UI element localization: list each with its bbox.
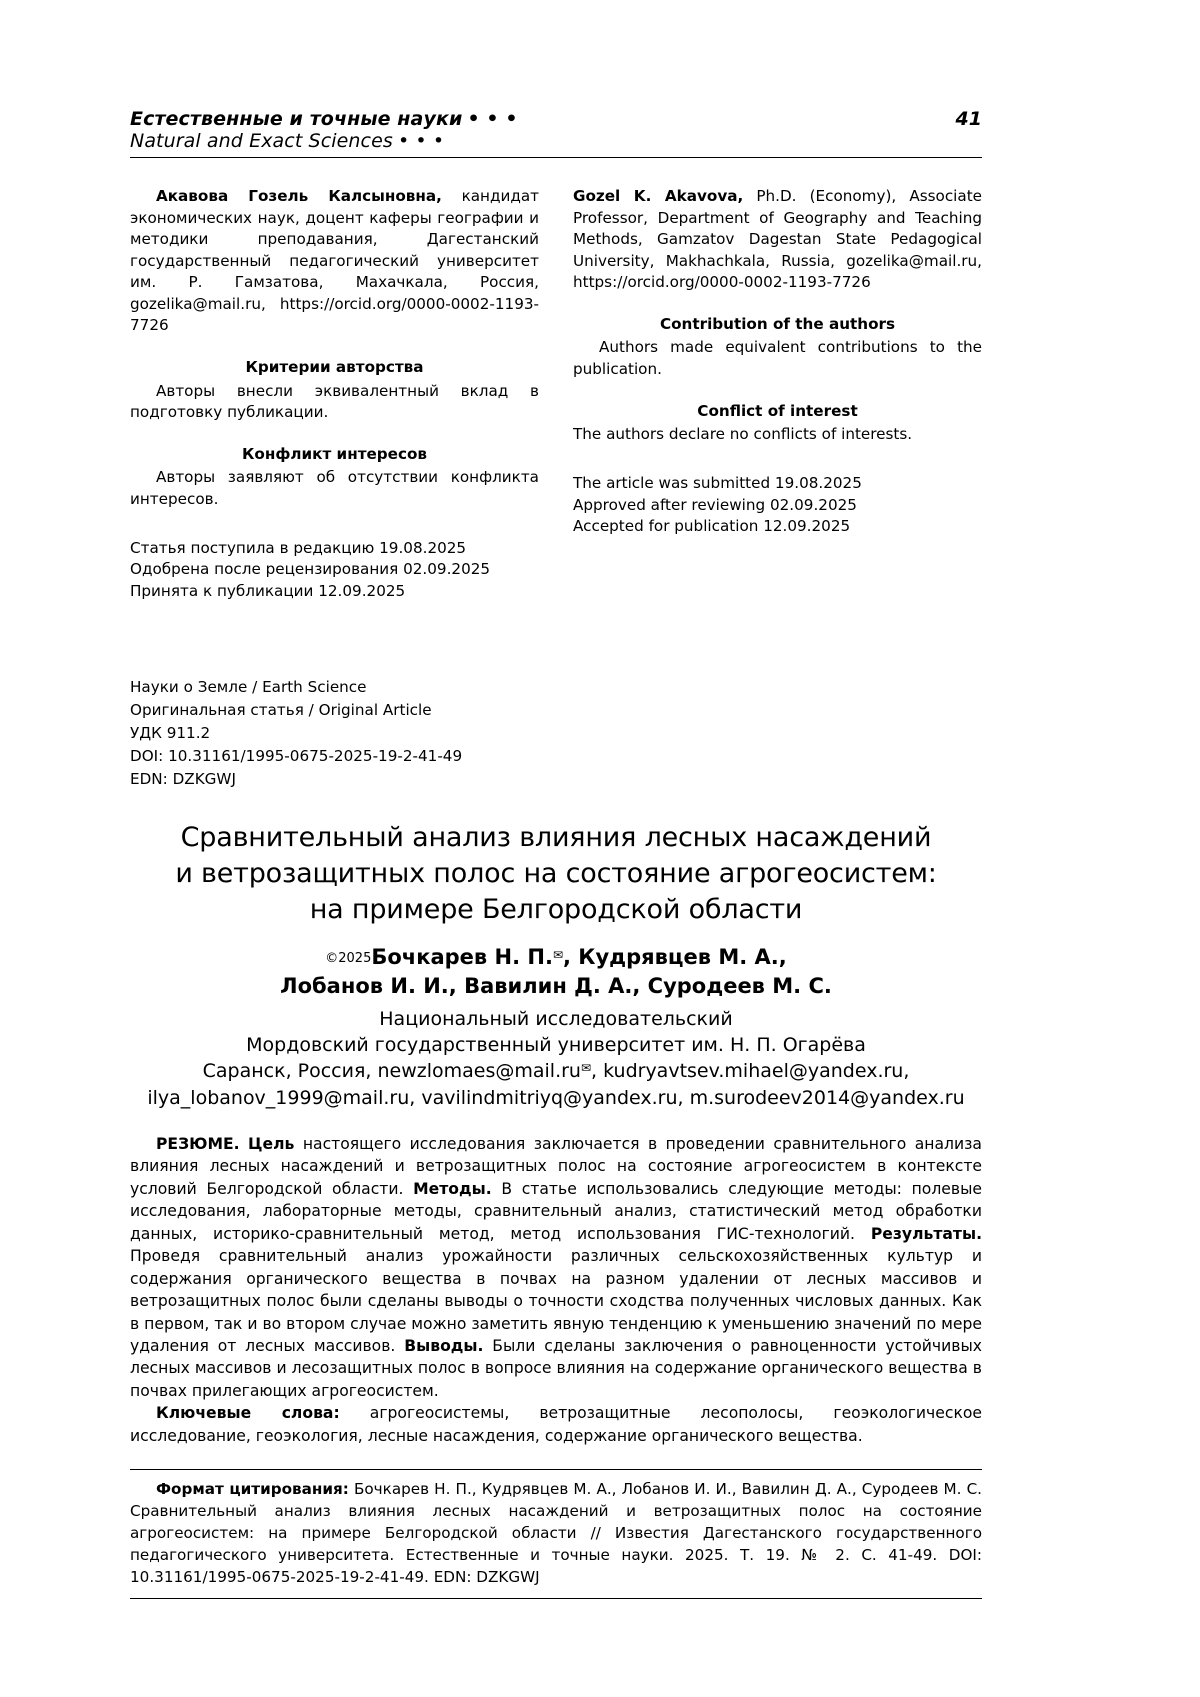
meta-article-type: Оригинальная статья / Original Article <box>130 701 432 720</box>
keywords <box>130 1402 982 1447</box>
abstract-aim-label: Цель <box>248 1134 295 1153</box>
page-number: 41 <box>955 108 982 130</box>
title-line-1: Сравнительный анализ влияния лесных насаждений <box>180 822 932 854</box>
contacts-line-2: ilya_lobanov_1999@mail.ru, vavilindmitriyq@yandex.ru, m.surodeev2014@yandex.ru <box>147 1086 965 1109</box>
abstract-label: РЕЗЮМЕ. <box>156 1134 240 1153</box>
running-head-rule <box>130 157 982 158</box>
abstract-aim-text: настоящего исследования заключается в проведении сравнительного анализа влияния лесных насаждений и ветрозащитных полос на состояние агрогеосистем в контексте условий Белгородской области. <box>130 1134 982 1198</box>
page-container <box>130 0 982 1599</box>
affiliation-line-1: Национальный исследовательский <box>379 1008 733 1031</box>
date-accepted-en: Accepted for publication 12.09.2025 <box>573 517 851 536</box>
authors-line-2: Лобанов И. И., Вавилин Д. А., Суродеев М. С. <box>280 973 832 998</box>
authors-line-1 <box>130 943 982 971</box>
running-head <box>130 108 982 158</box>
abstract-methods-text: В статье использовались следующие методы: полевые исследования, лабораторные методы, сравнительный анализ, статистический метод обработки данных, историко-сравнительный метод, метод использования ГИС-технологий. <box>130 1179 982 1243</box>
abstract-conclusions-label: Выводы. <box>404 1336 484 1355</box>
meta-section: Науки о Земле / Earth Science <box>130 678 367 697</box>
abstract-results-text: Проведя сравнительный анализ урожайности различных сельскохозяйственных культур и содержания органического вещества в почвах на разном удалении от лесных массивов и ветрозащитных полос были сделаны выводы о точности сходства полученных числовых данных. Как в первом, так и во втором случае можно заметить явную тенденцию к уменьшению значений по мере удаления от лесных массивов. <box>130 1247 982 1355</box>
conflict-text-en: The authors declare no conflicts of interests. <box>573 425 913 444</box>
conflict-text-ru: Авторы заявляют об отсутствии конфликта интересов. <box>130 468 539 508</box>
author-info-column-ru <box>130 186 539 602</box>
affiliation <box>130 1006 982 1058</box>
running-head-ru-text <box>130 108 518 130</box>
date-approved-ru: Одобрена после рецензирования 02.09.2025 <box>130 560 491 579</box>
citation-block <box>130 1469 982 1598</box>
envelope-icon: ✉ <box>552 948 563 963</box>
affiliation-line-2: Мордовский государственный университет им. Н. П. Огарёва <box>246 1034 866 1057</box>
meta-doi: DOI: 10.31161/1995-0675-2025-19-2-41-49 <box>130 746 463 765</box>
author-bio-en-rest: Ph.D. (Economy), Associate Professor, Department of Geography and Teaching Methods, Gamzatov Dagestan State Pedagogical University, Makhachkala, Russia, gozelika@mail.ru, https://orcid.org/0000-0002-1193-7726 <box>573 187 982 292</box>
journal-section-ru: Естественные и точные науки <box>130 108 463 130</box>
contacts-line-1 <box>130 1058 982 1084</box>
running-head-en-text <box>130 130 444 152</box>
date-approved-en: Approved after reviewing 02.09.2025 <box>573 495 857 514</box>
citation-text <box>130 1479 982 1588</box>
authors-line-1-rest: , Кудрявцев М. А., <box>563 945 787 970</box>
author-bio-ru-rest: кандидат экономических наук, доцент каферы географии и методики преподавания, Дагестанский государственный педагогический университет им. Р. Гамзатова, Махачкала, Россия, gozelika@mail.ru, https://orcid.org/0000-0002-1193-7726 <box>130 187 540 335</box>
author-bio-en-name: Gozel K. Akavova, <box>573 187 744 205</box>
running-head-line-en <box>130 130 982 152</box>
contribution-text-ru: Авторы внесли эквивалентный вклад в подготовку публикации. <box>130 381 539 422</box>
meta-udk: УДК 911.2 <box>130 724 211 743</box>
date-submitted-en: The article was submitted 19.08.2025 <box>573 473 862 492</box>
meta-edn: EDN: DZKGWJ <box>130 769 236 788</box>
contribution-heading-ru: Критерии авторства <box>245 358 424 377</box>
contacts-line-1-a: Саранск, Россия, newzlomaes@mail.ru <box>202 1060 581 1083</box>
author-info-column-en <box>573 186 982 602</box>
citation-label: Формат цитирования: <box>156 1480 349 1499</box>
contacts-line-1-b: , kudryavtsev.mihael@yandex.ru, <box>591 1060 910 1083</box>
author-bio-ru-name: Акавова Гозель Калсыновна, <box>156 187 442 205</box>
conflict-heading-en: Conflict of interest <box>697 401 858 420</box>
journal-section-en: Natural and Exact Sciences <box>130 130 393 152</box>
author-bio-ru <box>130 186 539 337</box>
abstract-section <box>130 1133 982 1447</box>
keywords-text: агрогеосистемы, ветрозащитные лесополосы, геоэкологическое исследование, геоэкология, лесные насаждения, содержание органического вещества. <box>130 1404 982 1445</box>
abstract-results-label: Результаты. <box>870 1224 982 1243</box>
author-bio-en <box>573 186 982 294</box>
date-accepted-ru: Принята к публикации 12.09.2025 <box>130 581 406 600</box>
author-contacts <box>130 1058 982 1110</box>
envelope-icon-contacts: ✉ <box>580 1061 592 1076</box>
author-info-columns <box>130 186 982 602</box>
conflict-heading-ru: Конфликт интересов <box>241 444 428 463</box>
article-meta <box>130 676 982 790</box>
citation-body: Бочкарев Н. П., Кудрявцев М. А., Лобанов И. И., Вавилин Д. А., Суродеев М. С. Сравнительный анализ влияния лесных насаждений и ветрозащитных полос на состояние агрогеосистем: на примере Белгородской области // Известия Дагестанского государственного педагогического университета. Естественные и точные науки. 2025. Т. 19. № 2. С. 41-49. DOI: 10.31161/1995-0675-2025-19-2-41-49. EDN: DZKGWJ <box>130 1480 983 1586</box>
copyright-year: ©2025 <box>325 951 372 967</box>
article-authors <box>130 943 982 1000</box>
title-line-3: на примере Белгородской области <box>309 893 803 925</box>
runhead-dots-en: • • • <box>397 130 445 152</box>
author-name-1: Бочкарев Н. П. <box>371 945 553 970</box>
title-line-2: и ветрозащитных полос на состояние агрогеосистем: <box>175 858 937 890</box>
runhead-dots-ru: • • • <box>467 108 518 130</box>
abstract-methods-label: Методы. <box>413 1179 492 1198</box>
contribution-heading-en: Contribution of the authors <box>659 314 896 333</box>
contribution-text-en: Authors made equivalent contributions to the publication. <box>573 338 982 379</box>
abstract-conclusions-text: Были сделаны заключения о равноценности устойчивых лесных массивов и лесозащитных полос в вопросе влияния на содержание органического вещества в почвах прилегающих агрогеосистем. <box>130 1336 983 1400</box>
date-submitted-ru: Статья поступила в редакцию 19.08.2025 <box>130 538 467 557</box>
page-title <box>130 820 982 927</box>
keywords-label: Ключевые слова: <box>156 1404 340 1423</box>
running-head-line-ru <box>130 108 982 130</box>
abstract-body <box>130 1133 982 1402</box>
